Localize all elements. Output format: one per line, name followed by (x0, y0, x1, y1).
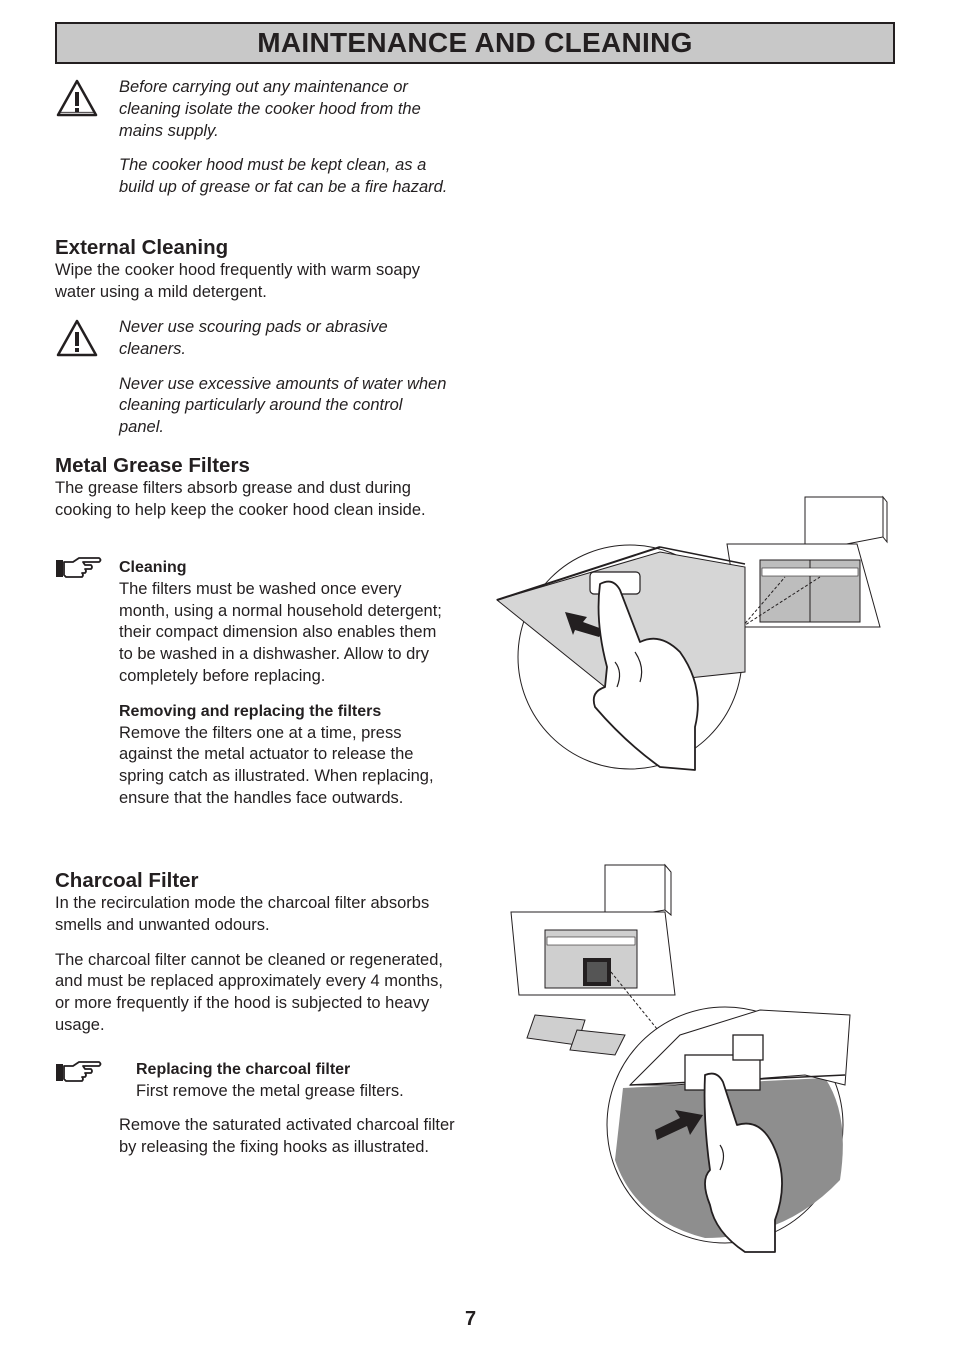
page-title: MAINTENANCE AND CLEANING (257, 27, 693, 58)
warning-water-text: Never use excessive amounts of water when cleaning particularly around the control panel. (119, 374, 447, 437)
charcoal-section (55, 869, 460, 1037)
cleaning-body: The filters must be washed once every month, using a normal household detergent; their compact dimension also enables them to be washed in a dishwasher. Allow to dry completely before replacing. (119, 579, 442, 685)
removing-body: Remove the filters one at a time, press against the metal actuator to release the spring catch as illustrated. When replacing, ensure that the handles face outwards. (119, 723, 434, 807)
pointing-hand-icon (55, 556, 103, 580)
warning-isolate-text: Before carrying out any maintenance or cleaning isolate the cooker hood from the mains supply. (119, 78, 421, 140)
replace-charcoal-block (136, 1059, 456, 1103)
external-cleaning-body: Wipe the cooker hood frequently with warm soapy water using a mild detergent. (55, 261, 421, 301)
charcoal-filter-illustration (505, 860, 905, 1255)
cleaning-title: Cleaning (119, 559, 187, 576)
charcoal-heading: Charcoal Filter (55, 869, 199, 892)
external-cleaning-section (55, 236, 465, 304)
replace-charcoal-block-2 (119, 1115, 459, 1159)
replace-charcoal-body-1: First remove the metal grease filters. (136, 1081, 404, 1100)
warning-grease-text: The cooker hood must be kept clean, as a build up of grease or fat can be a fire hazard. (119, 156, 448, 197)
charcoal-body-2: The charcoal filter cannot be cleaned or regenerated, and must be replaced approximately every 4 months, or more frequently if the hood is subjected to heavy usage. (55, 950, 443, 1034)
page-title-bar (55, 22, 895, 64)
pointing-hand-icon (55, 1060, 103, 1084)
charcoal-body-1: In the recirculation mode the charcoal filter absorbs smells and unwanted odours. (55, 894, 430, 934)
external-cleaning-heading: External Cleaning (55, 236, 229, 259)
metal-filters-section (55, 454, 455, 522)
metal-filters-body: The grease filters absorb grease and dust during cooking to help keep the cooker hood clean inside. (55, 479, 426, 519)
metal-filters-heading: Metal Grease Filters (55, 454, 250, 477)
page-number: 7 (465, 1308, 477, 1330)
cleaning-block (119, 557, 449, 810)
replace-charcoal-body-2: Remove the saturated activated charcoal filter by releasing the fixing hooks as illustrated. (119, 1116, 455, 1156)
removing-title: Removing and replacing the filters (119, 702, 382, 720)
warning-text-2 (119, 317, 449, 439)
grease-filter-illustration (495, 492, 905, 792)
warning-scouring-text: Never use scouring pads or abrasive cleaners. (119, 318, 388, 358)
replace-charcoal-title: Replacing the charcoal filter (136, 1061, 351, 1078)
warning-triangle-icon (55, 78, 99, 118)
warning-triangle-icon (55, 318, 99, 358)
warning-text-1 (119, 77, 464, 199)
